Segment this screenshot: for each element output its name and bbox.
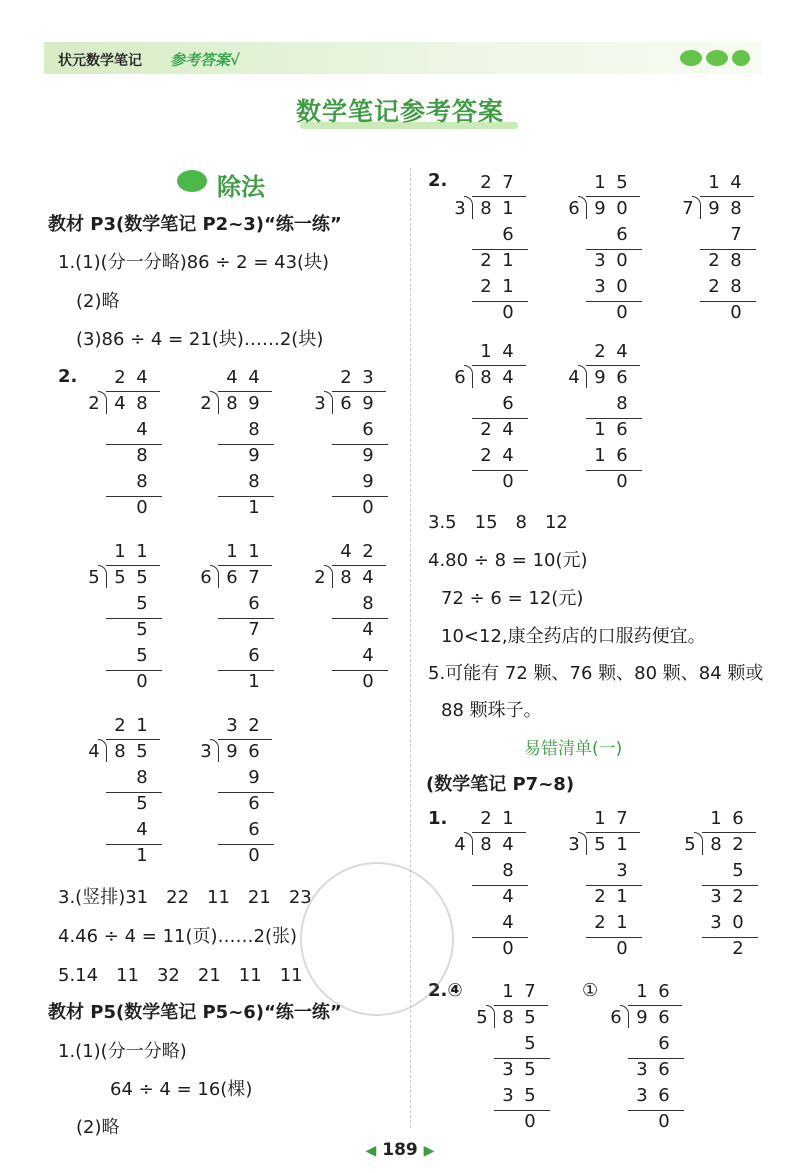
step-digit: 0 bbox=[616, 938, 628, 959]
step-digit: 5 bbox=[524, 1085, 536, 1106]
step-digit: 0 bbox=[502, 471, 514, 492]
step-digit: 6 bbox=[248, 819, 260, 840]
quotient-digit: 2 bbox=[594, 341, 606, 362]
subtraction-rule bbox=[586, 937, 642, 938]
answer-4: 4.46 ÷ 4 = 11(页)……2(张) bbox=[58, 926, 298, 947]
quotient-digit: 2 bbox=[114, 715, 126, 736]
divisor-digit: 7 bbox=[682, 198, 694, 219]
division-bar bbox=[106, 739, 160, 740]
dividend-digit: 7 bbox=[248, 567, 260, 588]
textbook-ref-3: (数学笔记 P7~8) bbox=[426, 774, 575, 795]
division-bar bbox=[472, 365, 526, 366]
division-bar bbox=[106, 391, 160, 392]
divisor-digit: 4 bbox=[454, 834, 466, 855]
step-digit: 1 bbox=[594, 445, 606, 466]
subtraction-rule bbox=[106, 670, 162, 671]
answer-1-2: (2)略 bbox=[76, 291, 120, 312]
dividend-digit: 9 bbox=[636, 1007, 648, 1028]
long-division bbox=[84, 541, 180, 692]
subtraction-rule bbox=[586, 301, 642, 302]
quotient-digit: 1 bbox=[136, 541, 148, 562]
division-bar bbox=[332, 391, 386, 392]
step-digit: 0 bbox=[658, 1111, 670, 1132]
error-2-label: 2.④ bbox=[428, 980, 463, 1001]
divisor-digit: 5 bbox=[684, 834, 696, 855]
step-digit: 5 bbox=[136, 793, 148, 814]
step-digit: 3 bbox=[594, 250, 606, 271]
long-division bbox=[472, 981, 568, 1132]
division-bar bbox=[218, 739, 272, 740]
step-digit: 1 bbox=[594, 419, 606, 440]
division-bracket bbox=[98, 739, 107, 762]
long-division bbox=[564, 341, 660, 492]
quotient-digit: 7 bbox=[616, 808, 628, 829]
subtraction-rule bbox=[106, 444, 162, 445]
step-digit: 9 bbox=[362, 445, 374, 466]
step-digit: 7 bbox=[248, 619, 260, 640]
step-digit: 6 bbox=[502, 224, 514, 245]
subtraction-rule bbox=[332, 670, 388, 671]
dividend-digit: 6 bbox=[226, 567, 238, 588]
step-digit: 0 bbox=[730, 302, 742, 323]
dividend-digit: 8 bbox=[730, 198, 742, 219]
quotient-digit: 1 bbox=[594, 172, 606, 193]
quotient-digit: 4 bbox=[136, 367, 148, 388]
long-division bbox=[84, 715, 180, 866]
step-digit: 3 bbox=[594, 276, 606, 297]
dividend-digit: 9 bbox=[248, 393, 260, 414]
division-bar bbox=[586, 832, 640, 833]
quotient-digit: 1 bbox=[136, 715, 148, 736]
quotient-digit: 2 bbox=[114, 367, 126, 388]
step-digit: 0 bbox=[616, 250, 628, 271]
subtraction-rule bbox=[218, 792, 274, 793]
step-digit: 8 bbox=[248, 419, 260, 440]
division-bracket bbox=[578, 832, 587, 855]
dividend-digit: 6 bbox=[616, 367, 628, 388]
step-digit: 0 bbox=[136, 671, 148, 692]
divisor-digit: 3 bbox=[568, 834, 580, 855]
divisor-digit: 6 bbox=[610, 1007, 622, 1028]
subtraction-rule bbox=[472, 885, 528, 886]
step-digit: 4 bbox=[136, 419, 148, 440]
step-digit: 4 bbox=[502, 419, 514, 440]
dividend-digit: 8 bbox=[502, 1007, 514, 1028]
divisor-digit: 2 bbox=[200, 393, 212, 414]
section-leaf-icon bbox=[177, 170, 207, 192]
header-bar bbox=[44, 42, 762, 74]
subtraction-rule bbox=[700, 301, 756, 302]
dividend-digit: 8 bbox=[136, 393, 148, 414]
step-digit: 6 bbox=[616, 445, 628, 466]
long-division bbox=[310, 541, 406, 692]
division-bracket bbox=[210, 391, 219, 414]
quotient-digit: 4 bbox=[616, 341, 628, 362]
answer-2-label: 2. bbox=[58, 366, 78, 387]
step-digit: 1 bbox=[136, 845, 148, 866]
subtraction-rule bbox=[218, 444, 274, 445]
quotient-digit: 7 bbox=[502, 172, 514, 193]
divisor-digit: 4 bbox=[568, 367, 580, 388]
subtraction-rule bbox=[472, 937, 528, 938]
divisor-digit: 3 bbox=[454, 198, 466, 219]
step-digit: 2 bbox=[732, 886, 744, 907]
quotient-digit: 2 bbox=[248, 715, 260, 736]
step-digit: 0 bbox=[732, 912, 744, 933]
step-digit: 8 bbox=[730, 276, 742, 297]
step-digit: 5 bbox=[524, 1059, 536, 1080]
subtraction-rule bbox=[218, 844, 274, 845]
step-digit: 6 bbox=[658, 1059, 670, 1080]
dividend-digit: 5 bbox=[594, 834, 606, 855]
division-bar bbox=[702, 832, 756, 833]
quotient-digit: 2 bbox=[362, 541, 374, 562]
right-answer-3: 3.5 15 8 12 bbox=[428, 512, 568, 533]
dividend-digit: 6 bbox=[658, 1007, 670, 1028]
quotient-digit: 4 bbox=[730, 172, 742, 193]
division-bracket bbox=[98, 391, 107, 414]
subtraction-rule bbox=[106, 792, 162, 793]
step-digit: 5 bbox=[136, 619, 148, 640]
division-bracket bbox=[210, 739, 219, 762]
step-digit: 8 bbox=[136, 445, 148, 466]
quotient-digit: 6 bbox=[732, 808, 744, 829]
quotient-digit: 4 bbox=[248, 367, 260, 388]
long-division bbox=[450, 172, 546, 323]
long-division bbox=[450, 341, 546, 492]
step-digit: 0 bbox=[616, 471, 628, 492]
step-digit: 8 bbox=[730, 250, 742, 271]
quotient-digit: 1 bbox=[636, 981, 648, 1002]
long-division bbox=[310, 367, 406, 518]
step-digit: 9 bbox=[248, 767, 260, 788]
quotient-digit: 6 bbox=[658, 981, 670, 1002]
step-digit: 6 bbox=[658, 1085, 670, 1106]
step-digit: 4 bbox=[362, 619, 374, 640]
step-digit: 3 bbox=[502, 1059, 514, 1080]
divisor-digit: 2 bbox=[88, 393, 100, 414]
left-arrow-icon: ◀ bbox=[365, 1143, 377, 1159]
brand-label: 状元数学笔记 bbox=[58, 53, 142, 69]
long-division bbox=[84, 367, 180, 518]
divisor-digit: 5 bbox=[88, 567, 100, 588]
subtraction-rule bbox=[332, 496, 388, 497]
step-digit: 6 bbox=[362, 419, 374, 440]
quotient-digit: 1 bbox=[226, 541, 238, 562]
division-bracket bbox=[464, 832, 473, 855]
dividend-digit: 6 bbox=[248, 741, 260, 762]
step-digit: 1 bbox=[616, 912, 628, 933]
division-bar bbox=[586, 196, 640, 197]
division-bracket bbox=[464, 365, 473, 388]
textbook-ref-1: 教材 P3(数学笔记 P2~3)“练一练” bbox=[48, 214, 342, 235]
step-digit: 1 bbox=[616, 886, 628, 907]
right-answer-5b: 88 颗珠子。 bbox=[441, 700, 542, 721]
step-digit: 4 bbox=[502, 886, 514, 907]
division-bar bbox=[494, 1005, 548, 1006]
divisor-digit: 4 bbox=[88, 741, 100, 762]
dividend-digit: 5 bbox=[136, 567, 148, 588]
dividend-digit: 4 bbox=[502, 834, 514, 855]
answer-5: 5.14 11 32 21 11 11 bbox=[58, 965, 303, 986]
dividend-digit: 1 bbox=[502, 198, 514, 219]
next-answer-1-2: (2)略 bbox=[76, 1117, 120, 1138]
dividend-digit: 8 bbox=[340, 567, 352, 588]
step-digit: 2 bbox=[732, 938, 744, 959]
dividend-digit: 8 bbox=[710, 834, 722, 855]
dividend-digit: 1 bbox=[616, 834, 628, 855]
step-digit: 6 bbox=[616, 224, 628, 245]
page-number bbox=[0, 1140, 800, 1160]
long-division bbox=[680, 808, 776, 959]
step-digit: 5 bbox=[136, 645, 148, 666]
step-digit: 1 bbox=[248, 671, 260, 692]
step-digit: 0 bbox=[362, 497, 374, 518]
division-bracket bbox=[98, 565, 107, 588]
section-heading: 除法 bbox=[217, 173, 265, 201]
next-answer-1-equation: 64 ÷ 4 = 16(棵) bbox=[110, 1079, 253, 1100]
step-digit: 8 bbox=[248, 471, 260, 492]
step-digit: 7 bbox=[730, 224, 742, 245]
subtraction-rule bbox=[472, 301, 528, 302]
division-bracket bbox=[464, 196, 473, 219]
quotient-digit: 2 bbox=[340, 367, 352, 388]
step-digit: 3 bbox=[616, 860, 628, 881]
step-digit: 0 bbox=[616, 302, 628, 323]
decor-dot-icon bbox=[732, 50, 750, 66]
step-digit: 5 bbox=[136, 593, 148, 614]
dividend-digit: 8 bbox=[226, 393, 238, 414]
step-digit: 0 bbox=[502, 302, 514, 323]
dividend-digit: 4 bbox=[114, 393, 126, 414]
quotient-digit: 4 bbox=[502, 341, 514, 362]
division-bar bbox=[472, 196, 526, 197]
answer-1-1: 1.(1)(分一分略)86 ÷ 2 = 43(块) bbox=[58, 252, 330, 273]
textbook-ref-2: 教材 P5(数学笔记 P5~6)“练一练” bbox=[48, 1002, 342, 1023]
step-digit: 0 bbox=[502, 938, 514, 959]
step-digit: 1 bbox=[502, 250, 514, 271]
dividend-digit: 9 bbox=[594, 198, 606, 219]
step-digit: 8 bbox=[136, 767, 148, 788]
subtraction-rule bbox=[702, 937, 758, 938]
division-bracket bbox=[324, 391, 333, 414]
subtraction-rule bbox=[218, 496, 274, 497]
dividend-digit: 8 bbox=[480, 367, 492, 388]
quotient-digit: 2 bbox=[480, 172, 492, 193]
division-bracket bbox=[578, 196, 587, 219]
quotient-digit: 5 bbox=[616, 172, 628, 193]
quotient-digit: 4 bbox=[226, 367, 238, 388]
divisor-digit: 6 bbox=[568, 198, 580, 219]
step-digit: 0 bbox=[136, 497, 148, 518]
step-digit: 3 bbox=[636, 1085, 648, 1106]
dividend-digit: 4 bbox=[362, 567, 374, 588]
error-2-mark: ① bbox=[582, 980, 599, 1001]
dividend-digit: 9 bbox=[708, 198, 720, 219]
step-digit: 0 bbox=[616, 276, 628, 297]
dividend-digit: 5 bbox=[114, 567, 126, 588]
division-bar bbox=[628, 1005, 682, 1006]
division-bar bbox=[106, 565, 160, 566]
divisor-digit: 6 bbox=[200, 567, 212, 588]
page-number-value: 189 bbox=[382, 1140, 418, 1160]
subtraction-rule bbox=[494, 1110, 550, 1111]
long-division bbox=[196, 367, 292, 518]
error-list-heading: 易错清单(一) bbox=[524, 739, 623, 759]
divisor-digit: 6 bbox=[454, 367, 466, 388]
dividend-digit: 9 bbox=[594, 367, 606, 388]
error-1-label: 1. bbox=[428, 808, 448, 829]
subtraction-rule bbox=[332, 444, 388, 445]
step-digit: 0 bbox=[524, 1111, 536, 1132]
divisor-digit: 3 bbox=[200, 741, 212, 762]
division-bracket bbox=[486, 1005, 495, 1028]
step-digit: 6 bbox=[502, 393, 514, 414]
step-digit: 8 bbox=[136, 471, 148, 492]
page-title: 数学笔记参考答案 bbox=[295, 97, 504, 126]
right-answer-4c: 10<12,康全药店的口服药便宜。 bbox=[441, 626, 706, 647]
step-digit: 4 bbox=[362, 645, 374, 666]
step-digit: 8 bbox=[502, 860, 514, 881]
step-digit: 6 bbox=[658, 1033, 670, 1054]
step-digit: 8 bbox=[616, 393, 628, 414]
step-digit: 9 bbox=[248, 445, 260, 466]
long-division bbox=[564, 808, 660, 959]
subtraction-rule bbox=[332, 618, 388, 619]
next-answer-1-1: 1.(1)(分一分略) bbox=[58, 1041, 187, 1062]
divisor-digit: 5 bbox=[476, 1007, 488, 1028]
step-digit: 1 bbox=[502, 276, 514, 297]
dividend-digit: 5 bbox=[524, 1007, 536, 1028]
dividend-digit: 9 bbox=[226, 741, 238, 762]
step-digit: 4 bbox=[502, 912, 514, 933]
subtraction-rule bbox=[218, 670, 274, 671]
division-bar bbox=[332, 565, 386, 566]
long-division bbox=[196, 541, 292, 692]
division-bracket bbox=[620, 1005, 629, 1028]
step-digit: 9 bbox=[362, 471, 374, 492]
quotient-digit: 1 bbox=[480, 341, 492, 362]
brand-accent-label: 参考答案√ bbox=[170, 51, 241, 69]
step-digit: 3 bbox=[636, 1059, 648, 1080]
subtraction-rule bbox=[106, 496, 162, 497]
dividend-digit: 8 bbox=[480, 198, 492, 219]
step-digit: 4 bbox=[136, 819, 148, 840]
dividend-digit: 4 bbox=[502, 367, 514, 388]
dividend-digit: 0 bbox=[616, 198, 628, 219]
subtraction-rule bbox=[586, 470, 642, 471]
step-digit: 0 bbox=[362, 671, 374, 692]
division-bracket bbox=[694, 832, 703, 855]
quotient-digit: 1 bbox=[502, 981, 514, 1002]
dividend-digit: 6 bbox=[340, 393, 352, 414]
subtraction-rule bbox=[218, 618, 274, 619]
divisor-digit: 2 bbox=[314, 567, 326, 588]
step-digit: 2 bbox=[594, 912, 606, 933]
answer-3: 3.(竖排)31 22 11 21 23 bbox=[58, 887, 312, 908]
division-bar bbox=[218, 565, 272, 566]
division-bar bbox=[700, 196, 754, 197]
divisor-digit: 3 bbox=[314, 393, 326, 414]
answer-1-3: (3)86 ÷ 4 = 21(块)……2(块) bbox=[76, 329, 324, 350]
decor-dot-icon bbox=[706, 50, 728, 66]
step-digit: 8 bbox=[362, 593, 374, 614]
subtraction-rule bbox=[106, 618, 162, 619]
step-digit: 6 bbox=[616, 419, 628, 440]
dividend-digit: 2 bbox=[732, 834, 744, 855]
right-answer-2-label: 2. bbox=[428, 170, 448, 191]
division-bar bbox=[472, 832, 526, 833]
dividend-digit: 5 bbox=[136, 741, 148, 762]
step-digit: 5 bbox=[732, 860, 744, 881]
step-digit: 5 bbox=[524, 1033, 536, 1054]
step-digit: 2 bbox=[480, 276, 492, 297]
division-bar bbox=[218, 391, 272, 392]
step-digit: 6 bbox=[248, 645, 260, 666]
step-digit: 4 bbox=[502, 445, 514, 466]
subtraction-rule bbox=[106, 844, 162, 845]
dividend-digit: 8 bbox=[114, 741, 126, 762]
step-digit: 0 bbox=[248, 845, 260, 866]
step-digit: 3 bbox=[502, 1085, 514, 1106]
division-bar bbox=[586, 365, 640, 366]
right-answer-4b: 72 ÷ 6 = 12(元) bbox=[441, 588, 584, 609]
dividend-digit: 9 bbox=[362, 393, 374, 414]
quotient-digit: 1 bbox=[710, 808, 722, 829]
step-digit: 1 bbox=[248, 497, 260, 518]
step-digit: 3 bbox=[710, 912, 722, 933]
subtraction-rule bbox=[472, 470, 528, 471]
step-digit: 2 bbox=[708, 250, 720, 271]
dividend-digit: 8 bbox=[480, 834, 492, 855]
quotient-digit: 1 bbox=[114, 541, 126, 562]
division-bracket bbox=[692, 196, 701, 219]
quotient-digit: 1 bbox=[248, 541, 260, 562]
step-digit: 2 bbox=[708, 276, 720, 297]
step-digit: 2 bbox=[480, 445, 492, 466]
step-digit: 6 bbox=[248, 593, 260, 614]
quotient-digit: 4 bbox=[340, 541, 352, 562]
right-answer-4a: 4.80 ÷ 8 = 10(元) bbox=[428, 550, 588, 571]
long-division bbox=[196, 715, 292, 866]
long-division bbox=[564, 172, 660, 323]
step-digit: 2 bbox=[594, 886, 606, 907]
quotient-digit: 7 bbox=[524, 981, 536, 1002]
long-division bbox=[606, 981, 702, 1132]
quotient-digit: 3 bbox=[362, 367, 374, 388]
quotient-digit: 2 bbox=[480, 808, 492, 829]
step-digit: 2 bbox=[480, 419, 492, 440]
division-bracket bbox=[324, 565, 333, 588]
long-division bbox=[678, 172, 774, 323]
step-digit: 2 bbox=[480, 250, 492, 271]
quotient-digit: 1 bbox=[594, 808, 606, 829]
step-digit: 3 bbox=[710, 886, 722, 907]
decor-dot-icon bbox=[680, 50, 702, 66]
right-answer-5a: 5.可能有 72 颗、76 颗、80 颗、84 颗或 bbox=[428, 663, 764, 684]
quotient-digit: 1 bbox=[502, 808, 514, 829]
division-bracket bbox=[578, 365, 587, 388]
division-bracket bbox=[210, 565, 219, 588]
right-arrow-icon: ▶ bbox=[423, 1143, 435, 1159]
subtraction-rule bbox=[628, 1110, 684, 1111]
long-division bbox=[450, 808, 546, 959]
step-digit: 6 bbox=[248, 793, 260, 814]
quotient-digit: 1 bbox=[708, 172, 720, 193]
quotient-digit: 3 bbox=[226, 715, 238, 736]
